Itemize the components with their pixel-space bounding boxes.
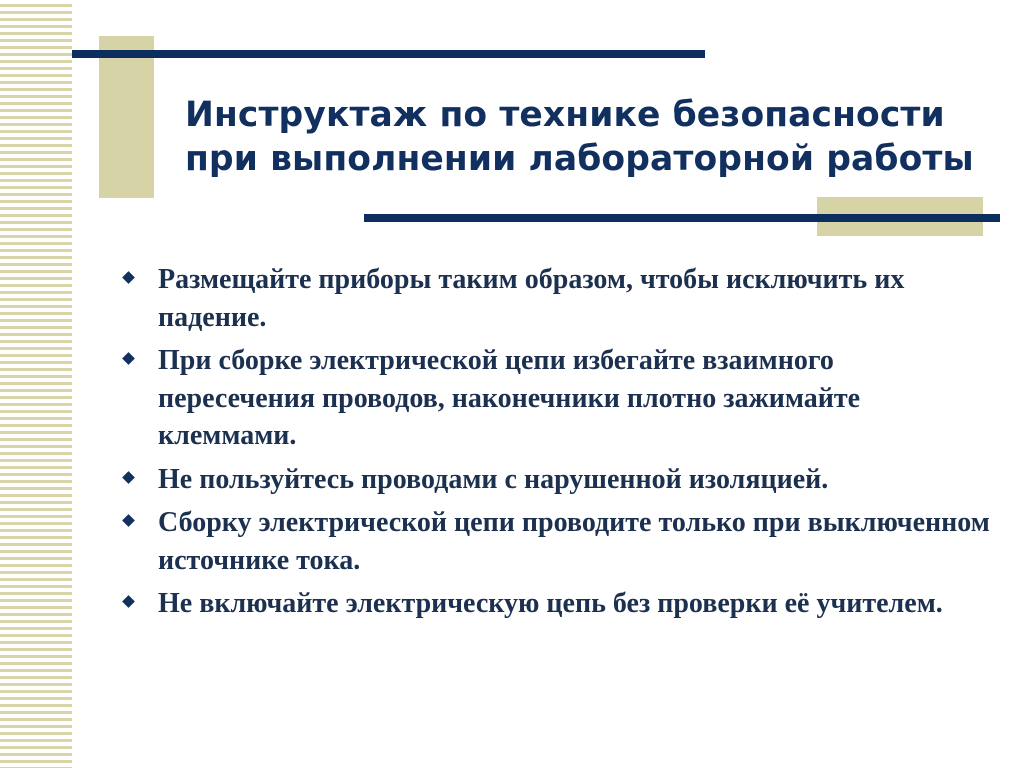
- bullet-item: [122, 504, 992, 579]
- bullet-text: Размещайте приборы таким образом, чтобы исключить их падение.: [158, 264, 905, 333]
- bullet-item: [122, 461, 992, 499]
- slide-title: [185, 93, 1005, 181]
- diamond-icon: [122, 514, 135, 527]
- diamond-icon: [122, 271, 135, 284]
- bullet-text: Сборку электрической цепи проводите только при выключенном источнике тока.: [158, 507, 990, 576]
- bullet-list: [122, 261, 992, 629]
- title-rule-top: [72, 50, 705, 58]
- bullet-item: [122, 585, 992, 623]
- title-rule-bottom: [364, 214, 1000, 222]
- title-line-1: Инструктаж по технике безопасности: [185, 95, 945, 135]
- diamond-icon: [122, 352, 135, 365]
- diamond-icon: [122, 471, 135, 484]
- bullet-item: [122, 261, 992, 336]
- bullet-text: При сборке электрической цепи избегайте взаимного пересечения проводов, наконечники плотно зажимайте клеммами.: [158, 345, 861, 451]
- bullet-text: Не пользуйтесь проводами с нарушенной изоляцией.: [158, 463, 829, 495]
- bullet-text: Не включайте электрическую цепь без проверки её учителем.: [158, 588, 943, 619]
- title-line-2: при выполнении лабораторной работы: [185, 139, 974, 179]
- bullet-item: [122, 342, 992, 455]
- diamond-icon: [122, 595, 135, 608]
- decorative-stripes: [0, 0, 72, 768]
- accent-block-top: [99, 36, 154, 198]
